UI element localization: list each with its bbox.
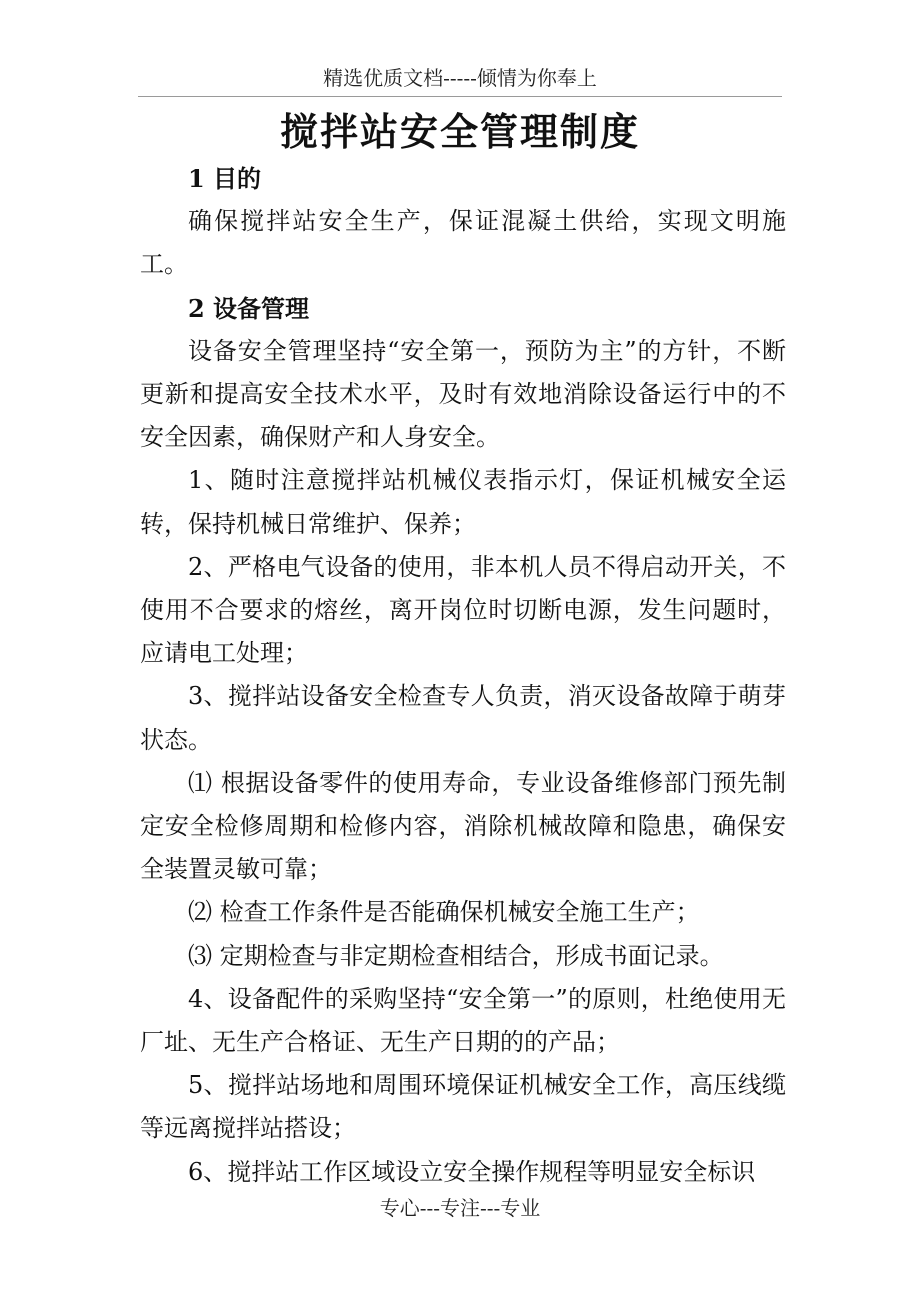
paragraph-purpose: 确保搅拌站安全生产，保证混凝土供给，实现文明施工。 bbox=[140, 207, 786, 279]
header-divider bbox=[138, 96, 782, 97]
list-item-3: 3、搅拌站设备安全检查专人负责，消灭设备故障于萌芽状态。 bbox=[140, 682, 786, 754]
section-heading-purpose: 1 目的 bbox=[188, 164, 262, 193]
sub-item-3-1: ⑴ 根据设备零件的使用寿命，专业设备维修部门预先制定安全检修周期和检修内容，消除机械故障和隐患，确保安全装置灵敏可靠； bbox=[140, 768, 786, 884]
paragraph-equipment-intro: 设备安全管理坚持“安全第一，预防为主”的方针，不断更新和提高安全技术水平，及时有效地消除设备运行中的不安全因素，确保财产和人身安全。 bbox=[140, 336, 786, 452]
section-heading-equipment: 2 设备管理 bbox=[188, 293, 310, 323]
page-footer: 专心---专注---专业 bbox=[379, 1196, 541, 1220]
page-header: 精选优质文档-----倾情为你奉上 bbox=[323, 66, 597, 90]
list-item-4: 4、设备配件的采购坚持“安全第一”的原则，杜绝使用无厂址、无生产合格证、无生产日期的的产品； bbox=[140, 984, 786, 1057]
list-item-5: 5、搅拌站场地和周围环境保证机械安全工作，高压线缆等远离搅拌站搭设； bbox=[140, 1071, 786, 1143]
document-body bbox=[140, 157, 786, 1194]
document-title: 搅拌站安全管理制度 bbox=[279, 109, 640, 154]
sub-item-3-3: ⑶ 定期检查与非定期检查相结合，形成书面记录。 bbox=[188, 941, 724, 970]
sub-item-3-2: ⑵ 检查工作条件是否能确保机械安全施工生产； bbox=[188, 898, 700, 927]
list-item-6: 6、搅拌站工作区域设立安全操作规程等明显安全标识 bbox=[188, 1157, 756, 1186]
list-item-2: 2、严格电气设备的使用，非本机人员不得启动开关，不使用不合要求的熔丝，离开岗位时切断电源，发生问题时，应请电工处理； bbox=[140, 552, 786, 668]
list-item-1: 1、随时注意搅拌站机械仪表指示灯，保证机械安全运转，保持机械日常维护、保养； bbox=[140, 466, 786, 538]
